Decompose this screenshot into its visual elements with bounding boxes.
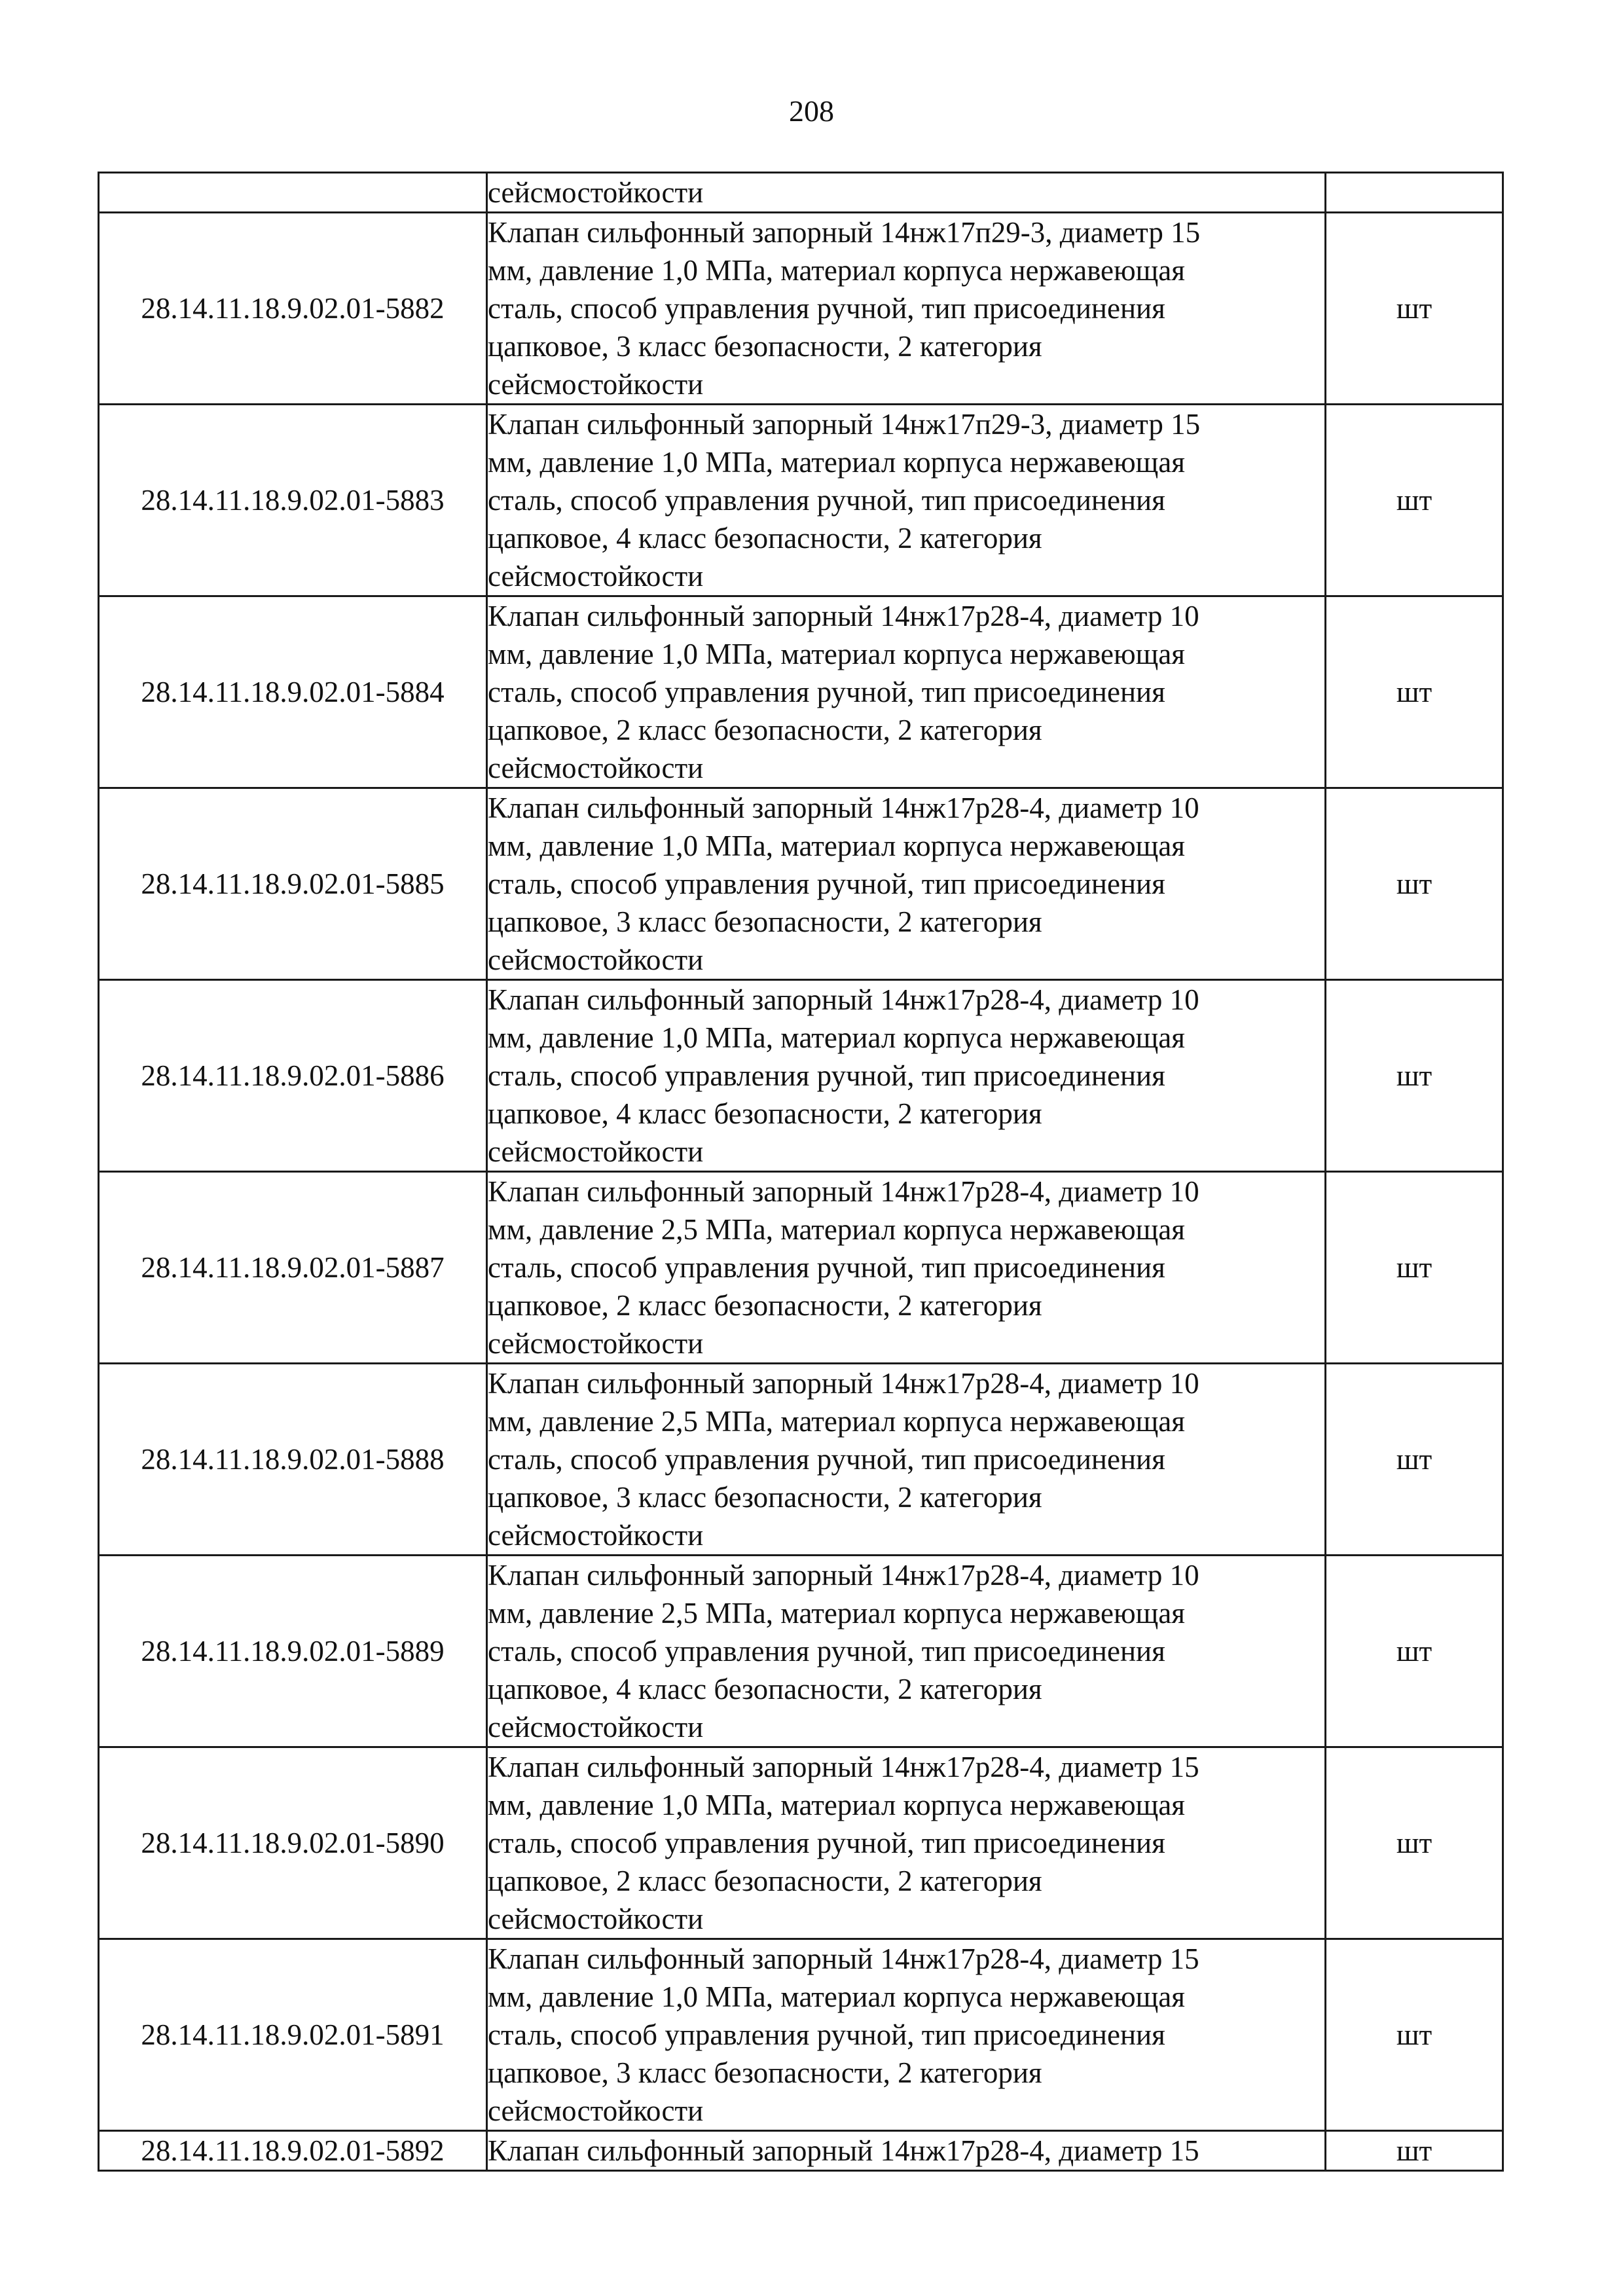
- description-line: сталь, способ управления ручной, тип присоединения: [488, 1827, 1165, 1859]
- description-line: сейсмостойкости: [488, 560, 704, 592]
- description-line: цапковое, 3 класс безопасности, 2 категория: [488, 330, 1042, 363]
- description-line: Клапан сильфонный запорный 14нж17п29-3, диаметр 15: [488, 216, 1201, 249]
- description-line: сталь, способ управления ручной, тип присоединения: [488, 484, 1165, 517]
- description-line: сталь, способ управления ручной, тип присоединения: [488, 1635, 1165, 1667]
- unit-cell: шт: [1326, 1172, 1503, 1364]
- description-line: цапковое, 3 класс безопасности, 2 категория: [488, 2056, 1042, 2089]
- description-line: цапковое, 2 класс безопасности, 2 категория: [488, 1865, 1042, 1897]
- description-line: мм, давление 1,0 МПа, материал корпуса нержавеющая: [488, 254, 1185, 287]
- code-cell: 28.14.11.18.9.02.01-5888: [99, 1364, 487, 1556]
- description-line: Клапан сильфонный запорный 14нж17р28-4, диаметр 10: [488, 600, 1199, 632]
- unit-cell: шт: [1326, 1364, 1503, 1556]
- description-line: мм, давление 1,0 МПа, материал корпуса нержавеющая: [488, 829, 1185, 862]
- description-line: цапковое, 3 класс безопасности, 2 категория: [488, 905, 1042, 938]
- description-line: Клапан сильфонный запорный 14нж17р28-4, диаметр 10: [488, 1367, 1199, 1400]
- code-cell: [99, 173, 487, 213]
- description-line: Клапан сильфонный запорный 14нж17р28-4, диаметр 10: [488, 1559, 1199, 1592]
- description-cell: [487, 788, 1326, 980]
- code-cell: 28.14.11.18.9.02.01-5890: [99, 1747, 487, 1939]
- catalog-table: [98, 172, 1504, 2172]
- description-cell: [487, 405, 1326, 596]
- description-cell: [487, 1747, 1326, 1939]
- table-row-continuation: [99, 173, 1503, 213]
- table-row: [99, 405, 1503, 596]
- description-line: Клапан сильфонный запорный 14нж17р28-4, диаметр 10: [488, 983, 1199, 1016]
- description-line: сейсмостойкости: [488, 1327, 704, 1360]
- unit-cell: шт: [1326, 213, 1503, 405]
- unit-cell: шт: [1326, 2131, 1503, 2171]
- unit-cell: шт: [1326, 788, 1503, 980]
- description-line: сейсмостойкости: [488, 1519, 704, 1552]
- description-cell: [487, 1939, 1326, 2131]
- code-cell: 28.14.11.18.9.02.01-5886: [99, 980, 487, 1172]
- table-row-last: [99, 2131, 1503, 2171]
- unit-cell: шт: [1326, 1939, 1503, 2131]
- unit-cell: шт: [1326, 1556, 1503, 1747]
- description-cell: [487, 980, 1326, 1172]
- code-cell: 28.14.11.18.9.02.01-5887: [99, 1172, 487, 1364]
- description-line: цапковое, 4 класс безопасности, 2 категория: [488, 1673, 1042, 1705]
- description-line: сталь, способ управления ручной, тип присоединения: [488, 292, 1165, 325]
- description-line: Клапан сильфонный запорный 14нж17р28-4, диаметр 15: [488, 1751, 1199, 1783]
- description-line: цапковое, 2 класс безопасности, 2 категория: [488, 1289, 1042, 1322]
- description-line: сейсмостойкости: [488, 368, 704, 401]
- description-line: мм, давление 1,0 МПа, материал корпуса нержавеющая: [488, 1980, 1185, 2013]
- table-row: [99, 1364, 1503, 1556]
- code-cell: 28.14.11.18.9.02.01-5889: [99, 1556, 487, 1747]
- description-line: сталь, способ управления ручной, тип присоединения: [488, 1251, 1165, 1284]
- description-line: сталь, способ управления ручной, тип присоединения: [488, 2018, 1165, 2051]
- description-line: мм, давление 2,5 МПа, материал корпуса нержавеющая: [488, 1213, 1185, 1246]
- description-line: цапковое, 3 класс безопасности, 2 категория: [488, 1481, 1042, 1514]
- description-line: сталь, способ управления ручной, тип присоединения: [488, 1059, 1165, 1092]
- unit-cell: шт: [1326, 980, 1503, 1172]
- description-line: Клапан сильфонный запорный 14нж17р28-4, диаметр 10: [488, 792, 1199, 824]
- code-cell: 28.14.11.18.9.02.01-5891: [99, 1939, 487, 2131]
- description-cell: Клапан сильфонный запорный 14нж17р28-4, диаметр 15: [487, 2131, 1326, 2171]
- table-row: [99, 980, 1503, 1172]
- description-line: сейсмостойкости: [488, 943, 704, 976]
- code-cell: 28.14.11.18.9.02.01-5884: [99, 596, 487, 788]
- description-line: Клапан сильфонный запорный 14нж17п29-3, диаметр 15: [488, 408, 1201, 441]
- page-number: 208: [789, 94, 834, 128]
- description-cell: [487, 596, 1326, 788]
- description-line: сейсмостойкости: [488, 2094, 704, 2127]
- description-line: цапковое, 4 класс безопасности, 2 категория: [488, 1097, 1042, 1130]
- description-line: сталь, способ управления ручной, тип присоединения: [488, 867, 1165, 900]
- description-line: сейсмостойкости: [488, 752, 704, 784]
- description-line: сейсмостойкости: [488, 1135, 704, 1168]
- description-cell: [487, 1364, 1326, 1556]
- description-line: сейсмостойкости: [488, 1903, 704, 1935]
- table-row: [99, 596, 1503, 788]
- table-row: [99, 213, 1503, 405]
- description-line: Клапан сильфонный запорный 14нж17р28-4, диаметр 15: [488, 1942, 1199, 1975]
- unit-cell: шт: [1326, 1747, 1503, 1939]
- table-row: [99, 1556, 1503, 1747]
- unit-cell: шт: [1326, 596, 1503, 788]
- description-line: цапковое, 4 класс безопасности, 2 категория: [488, 522, 1042, 555]
- description-cell: сейсмостойкости: [487, 173, 1326, 213]
- code-cell: 28.14.11.18.9.02.01-5883: [99, 405, 487, 596]
- description-line: мм, давление 1,0 МПа, материал корпуса нержавеющая: [488, 638, 1185, 670]
- description-line: мм, давление 1,0 МПа, материал корпуса нержавеющая: [488, 446, 1185, 479]
- code-cell: 28.14.11.18.9.02.01-5882: [99, 213, 487, 405]
- description-line: сталь, способ управления ручной, тип присоединения: [488, 676, 1165, 708]
- catalog-table-body: [99, 173, 1503, 2171]
- table-row: [99, 1747, 1503, 1939]
- description-line: мм, давление 2,5 МПа, материал корпуса нержавеющая: [488, 1597, 1185, 1630]
- description-cell: [487, 1556, 1326, 1747]
- description-line: сейсмостойкости: [488, 1711, 704, 1743]
- description-line: сталь, способ управления ручной, тип присоединения: [488, 1443, 1165, 1476]
- table-row: [99, 1939, 1503, 2131]
- unit-cell: [1326, 173, 1503, 213]
- description-cell: [487, 213, 1326, 405]
- unit-cell: шт: [1326, 405, 1503, 596]
- code-cell: 28.14.11.18.9.02.01-5885: [99, 788, 487, 980]
- table-row: [99, 1172, 1503, 1364]
- description-line: цапковое, 2 класс безопасности, 2 категория: [488, 714, 1042, 746]
- description-line: мм, давление 1,0 МПа, материал корпуса нержавеющая: [488, 1021, 1185, 1054]
- description-line: мм, давление 1,0 МПа, материал корпуса нержавеющая: [488, 1789, 1185, 1821]
- table-row: [99, 788, 1503, 980]
- description-line: мм, давление 2,5 МПа, материал корпуса нержавеющая: [488, 1405, 1185, 1438]
- description-cell: [487, 1172, 1326, 1364]
- code-cell: 28.14.11.18.9.02.01-5892: [99, 2131, 487, 2171]
- description-line: Клапан сильфонный запорный 14нж17р28-4, диаметр 10: [488, 1175, 1199, 1208]
